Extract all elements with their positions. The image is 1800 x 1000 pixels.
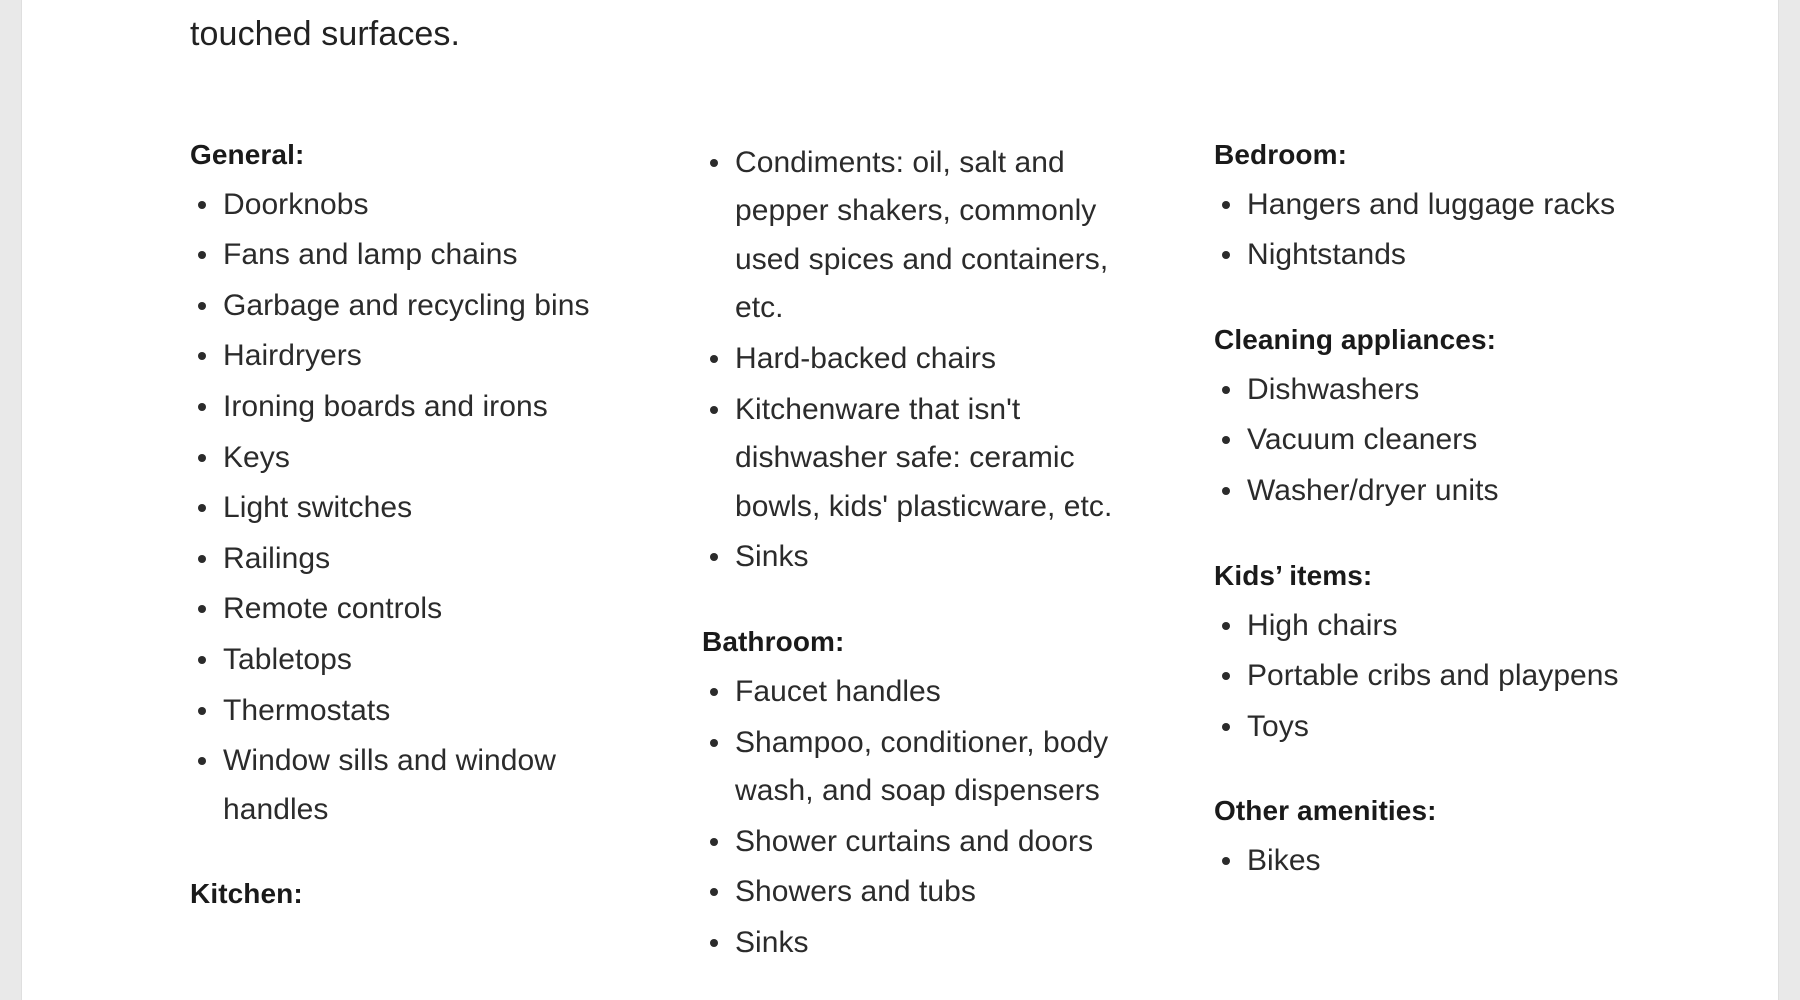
checklist-items-cleaning-appliances (1214, 366, 1664, 516)
checklist-group-cleaning-appliances (1214, 324, 1664, 516)
list-item: Hangers and luggage racks (1214, 181, 1664, 230)
checklist-items-kitchen-continued (702, 139, 1152, 582)
checklist-columns (190, 139, 1690, 1000)
checklist-column-1 (190, 139, 640, 1000)
list-item: Sinks (702, 533, 1152, 582)
checklist-group-kitchen-continued (702, 139, 1152, 582)
list-item: Condiments: oil, salt and pepper shakers, commonly used spices and containers, etc. (702, 139, 1152, 333)
list-item: Doorknobs (190, 181, 640, 230)
intro-paragraph: touched surfaces. (190, 15, 461, 53)
document-page (22, 0, 1778, 1000)
list-item: Fans and lamp chains (190, 231, 640, 280)
list-item: Remote controls (190, 585, 640, 634)
group-title-bedroom: Bedroom: (1214, 138, 1348, 170)
list-item: Ironing boards and irons (190, 383, 640, 432)
checklist-group-kids-items (1214, 560, 1664, 752)
document-content (190, 0, 1690, 1000)
group-title-bathroom: Bathroom: (702, 626, 845, 658)
list-item: Garbage and recycling bins (190, 282, 640, 331)
list-item: High chairs (1214, 602, 1664, 651)
list-item: Thermostats (190, 687, 640, 736)
checklist-items-kids-items (1214, 602, 1664, 752)
group-title-cleaning-appliances: Cleaning appliances: (1214, 323, 1497, 355)
group-title-kids-items: Kids’ items: (1214, 559, 1373, 591)
list-item: Showers and tubs (702, 868, 1152, 917)
checklist-column-3 (1214, 139, 1664, 1000)
list-item: Faucet handles (702, 668, 1152, 717)
list-item: Bikes (1214, 837, 1664, 886)
checklist-items-other-amenities (1214, 837, 1664, 886)
list-item: Dishwashers (1214, 366, 1664, 415)
group-title-kitchen: Kitchen: (190, 878, 303, 910)
list-item: Washer/dryer units (1214, 467, 1664, 516)
list-item: Window sills and window handles (190, 737, 640, 834)
group-title-general: General: (190, 138, 305, 170)
list-item: Vacuum cleaners (1214, 416, 1664, 465)
list-item: Kitchenware that isn't dishwasher safe: ceramic bowls, kids' plasticware, etc. (702, 386, 1152, 532)
list-item: Shampoo, conditioner, body wash, and soap dispensers (702, 719, 1152, 816)
right-scroll-gutter[interactable] (1778, 0, 1800, 1000)
group-title-other-amenities: Other amenities: (1214, 795, 1437, 827)
checklist-items-general (190, 181, 640, 835)
list-item: Tabletops (190, 636, 640, 685)
list-item: Sinks (702, 919, 1152, 968)
list-item: Portable cribs and playpens (1214, 652, 1664, 701)
checklist-items-bedroom (1214, 181, 1664, 280)
list-item: Nightstands (1214, 231, 1664, 280)
left-scroll-gutter[interactable] (0, 0, 22, 1000)
list-item: Toys (1214, 703, 1664, 752)
list-item: Railings (190, 535, 640, 584)
list-item: Shower curtains and doors (702, 818, 1152, 867)
list-item: Hard-backed chairs (702, 335, 1152, 384)
list-item: Keys (190, 434, 640, 483)
checklist-items-bathroom (702, 668, 1152, 968)
list-item: Light switches (190, 484, 640, 533)
checklist-group-bathroom (702, 626, 1152, 968)
checklist-group-kitchen (190, 878, 640, 910)
checklist-group-other-amenities (1214, 795, 1664, 886)
checklist-group-general (190, 139, 640, 835)
checklist-group-bedroom (1214, 139, 1664, 280)
list-item: Hairdryers (190, 332, 640, 381)
checklist-column-2 (702, 139, 1152, 1000)
